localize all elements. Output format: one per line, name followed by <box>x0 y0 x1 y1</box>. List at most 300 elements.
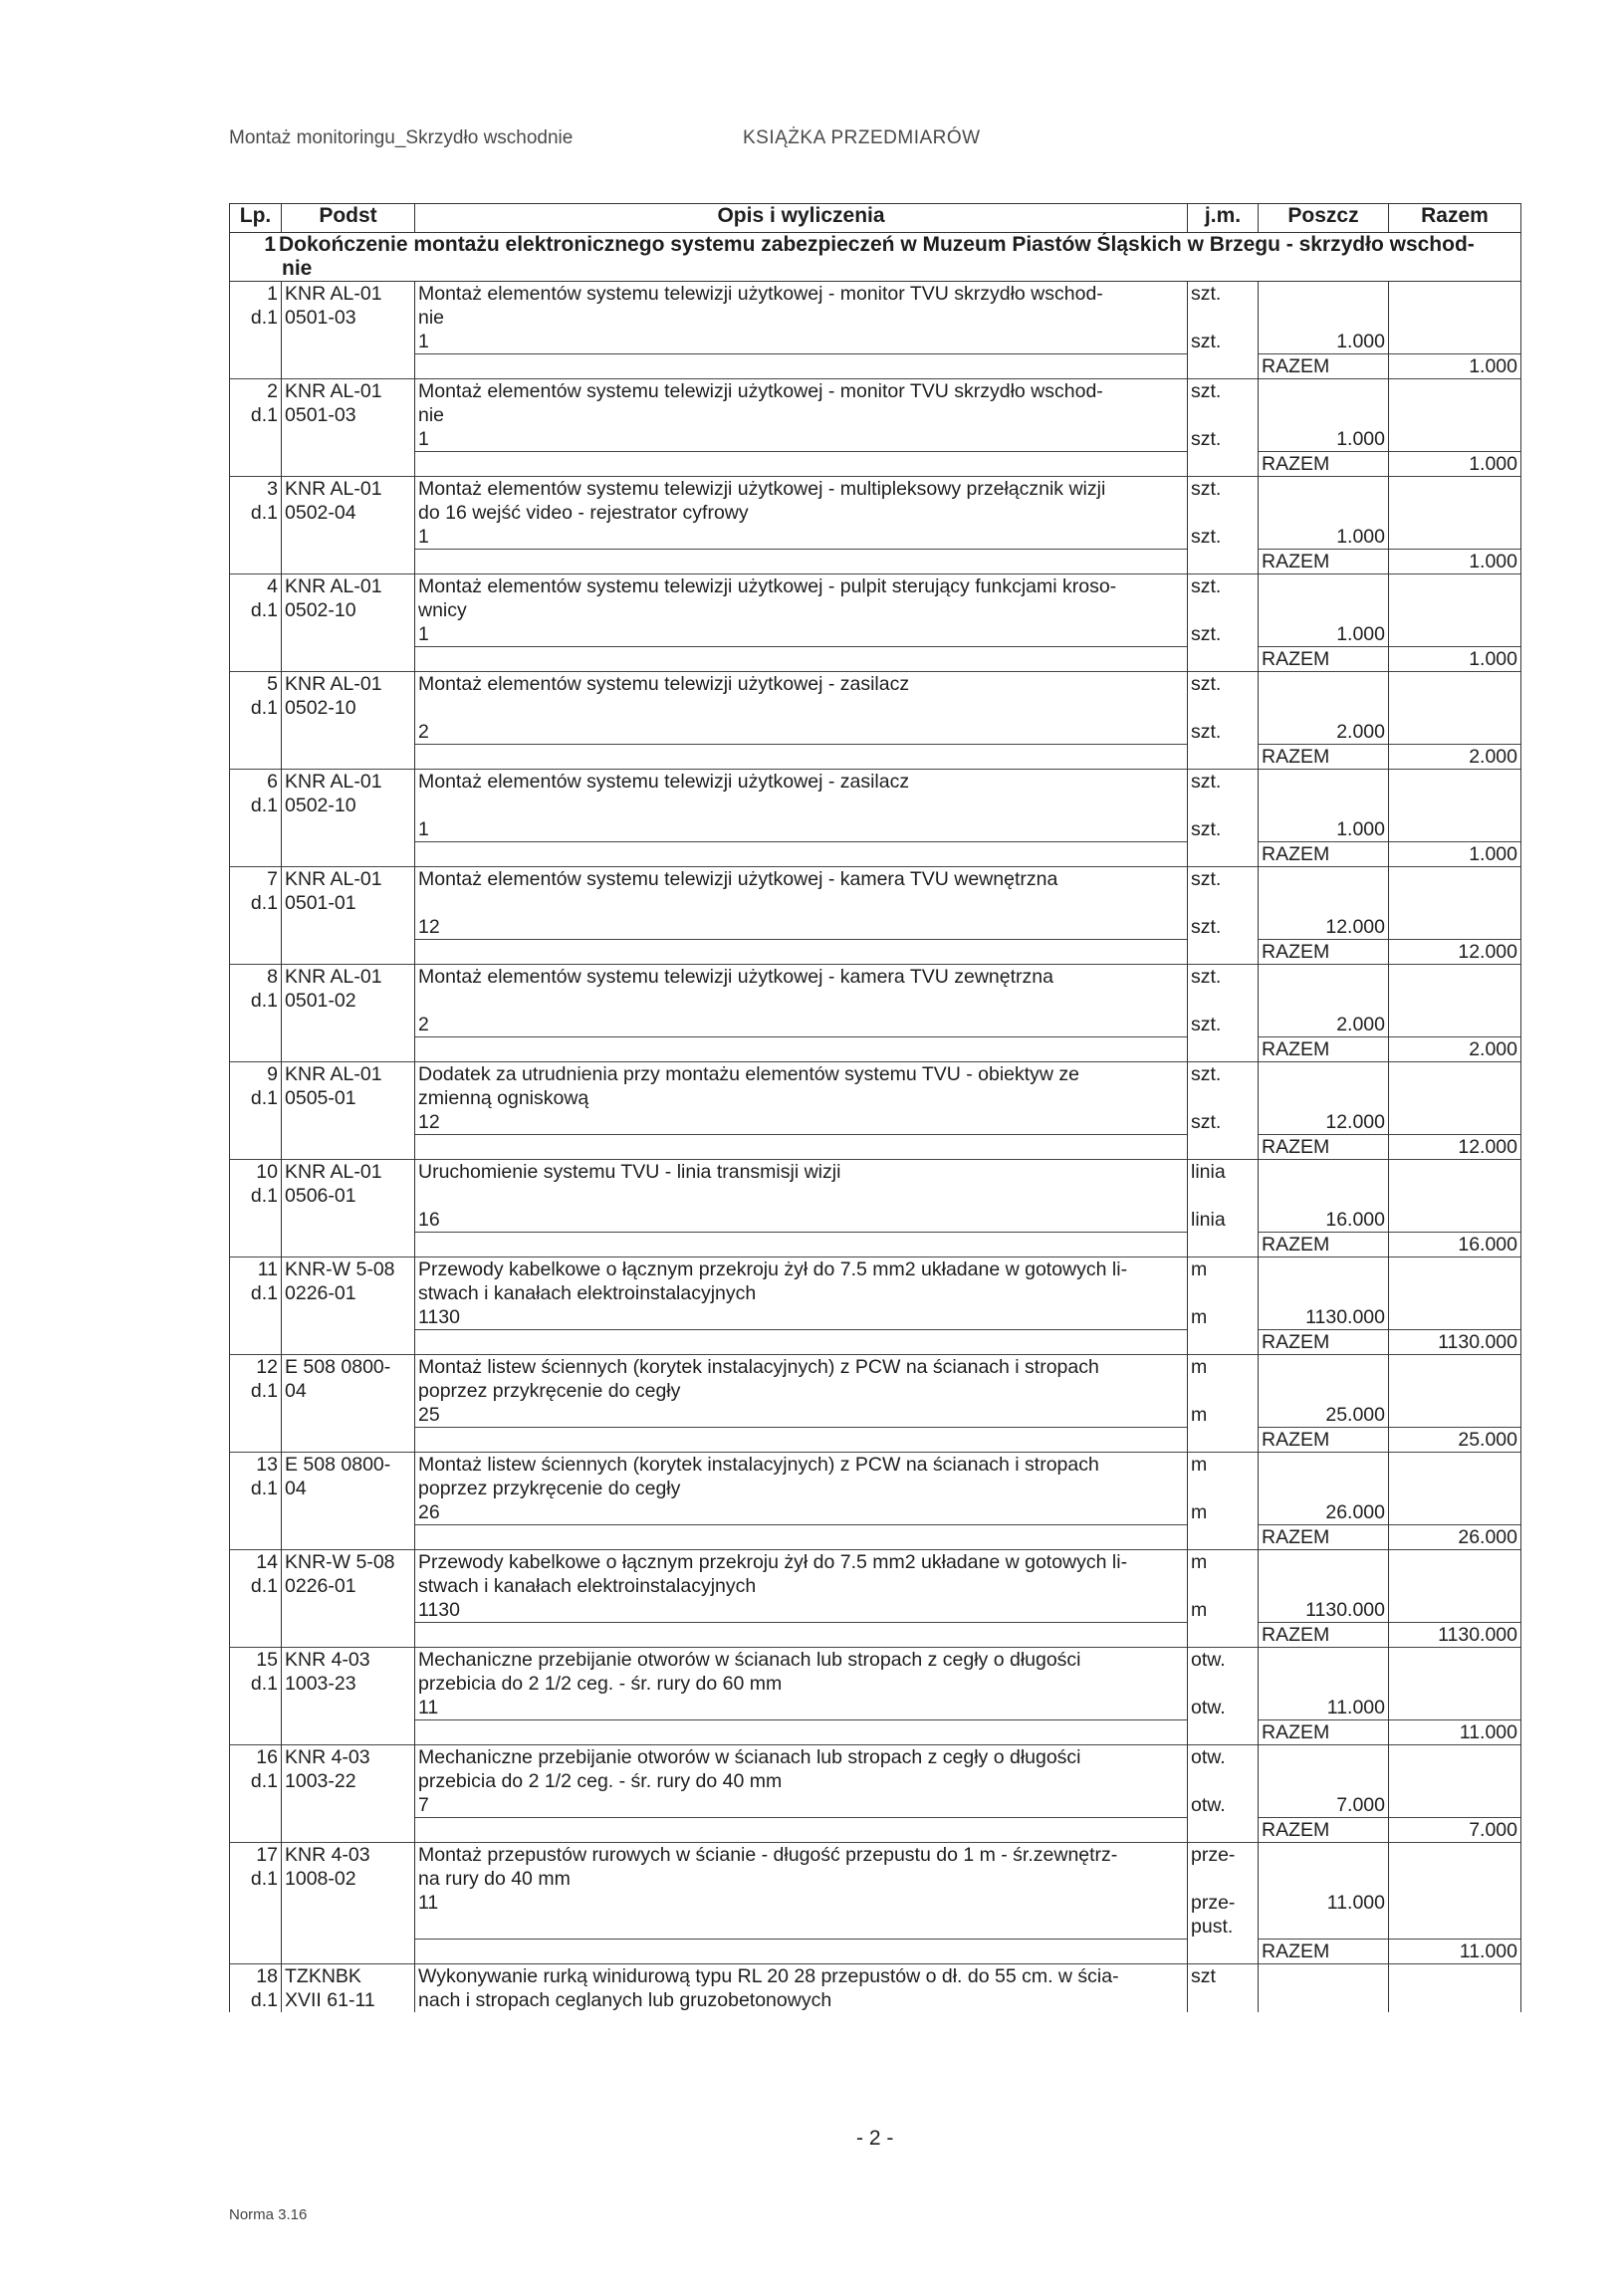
item-empty <box>415 1720 1188 1745</box>
item-empty <box>415 745 1188 770</box>
item-razem-value: 2.000 <box>1389 1037 1521 1062</box>
item-row-17-calc <box>230 1891 1521 1915</box>
item-unit-empty <box>1188 306 1259 330</box>
item-description-cont: stwach i kanałach elektroinstalacyjnych <box>415 1281 1188 1305</box>
item-row-3-cont <box>230 501 1521 525</box>
razem-label: RAZEM <box>1259 354 1389 379</box>
razem-label: RAZEM <box>1259 1818 1389 1843</box>
item-sub: d.1 <box>230 598 282 622</box>
item-poszcz-empty <box>1259 282 1389 307</box>
razem-label: RAZEM <box>1259 1037 1389 1062</box>
item-row-17-cont <box>230 1867 1521 1891</box>
item-empty <box>1188 1330 1259 1355</box>
item-row-5-calc <box>230 720 1521 745</box>
razem-label: RAZEM <box>1259 1428 1389 1453</box>
item-razem-value: 1130.000 <box>1389 1330 1521 1355</box>
item-row-1-cont <box>230 306 1521 330</box>
item-empty <box>282 1891 415 1915</box>
item-row-15-cont <box>230 1672 1521 1696</box>
item-row-16-sum <box>230 1818 1521 1843</box>
item-empty <box>282 1793 415 1818</box>
item-empty <box>230 915 282 940</box>
item-razem-empty <box>1389 574 1521 599</box>
item-row-17 <box>230 1843 1521 1868</box>
item-row-16-cont <box>230 1769 1521 1793</box>
item-empty <box>230 1305 282 1330</box>
item-empty <box>415 1818 1188 1843</box>
item-podst-code: KNR AL-01 <box>282 867 415 892</box>
item-podst-number: 0226-01 <box>282 1574 415 1598</box>
item-row-7-sum <box>230 940 1521 965</box>
item-podst-number: XVII 61-11 <box>282 1988 415 2012</box>
item-calc-unit: prze- <box>1188 1891 1259 1915</box>
item-description: Montaż elementów systemu telewizji użytkowej - zasilacz <box>415 672 1188 697</box>
item-description-cont <box>415 891 1188 915</box>
item-razem-empty <box>1389 1257 1521 1282</box>
item-empty <box>230 622 282 647</box>
footer-software-label: Norma 3.16 <box>229 2206 308 2223</box>
item-unit: szt <box>1188 1963 1259 1988</box>
table-header-row <box>230 204 1521 233</box>
item-empty <box>415 1233 1188 1257</box>
item-empty <box>230 354 282 379</box>
item-empty <box>1188 647 1259 672</box>
item-unit-empty <box>1188 1574 1259 1598</box>
item-calculation: 1 <box>415 427 1188 452</box>
item-row-14 <box>230 1550 1521 1575</box>
item-row-11 <box>230 1257 1521 1282</box>
item-empty <box>282 330 415 354</box>
item-row-4 <box>230 574 1521 599</box>
item-empty <box>1188 1037 1259 1062</box>
item-lp: 12 <box>230 1355 282 1380</box>
item-description-cont <box>415 794 1188 817</box>
item-unit-empty <box>1188 696 1259 720</box>
item-row-11-cont <box>230 1281 1521 1305</box>
item-poszcz-value: 1.000 <box>1259 817 1389 842</box>
item-description-cont: na rury do 40 mm <box>415 1867 1188 1891</box>
item-empty <box>282 720 415 745</box>
razem-label: RAZEM <box>1259 842 1389 867</box>
item-empty <box>282 1330 415 1355</box>
item-unit-empty <box>1188 794 1259 817</box>
section-title-line1: Dokończenie montażu elektronicznego systemu zabezpieczeń w Muzeum Piastów Śląskich w Brzegu - skrzydło wschod- <box>279 233 1475 256</box>
item-row-4-calc <box>230 622 1521 647</box>
item-lp: 7 <box>230 867 282 892</box>
item-row-12-calc <box>230 1403 1521 1428</box>
item-razem-empty <box>1389 770 1521 795</box>
item-razem-empty <box>1389 306 1521 330</box>
item-description: Montaż listew ściennych (korytek instalacyjnych) z PCW na ścianach i stropach <box>415 1355 1188 1380</box>
item-empty <box>282 525 415 550</box>
item-podst-code: KNR 4-03 <box>282 1745 415 1770</box>
bill-of-quantities-table <box>229 203 1521 2012</box>
item-empty <box>1188 1233 1259 1257</box>
item-lp: 5 <box>230 672 282 697</box>
item-row-10-cont <box>230 1184 1521 1208</box>
item-description: Mechaniczne przebijanie otworów w ścianach lub stropach z cegły o długości <box>415 1745 1188 1770</box>
item-empty <box>415 647 1188 672</box>
item-sub: d.1 <box>230 1379 282 1403</box>
header-project-title: Montaż monitoringu_Skrzydło wschodnie <box>229 127 574 148</box>
item-row-7 <box>230 867 1521 892</box>
item-description: Montaż elementów systemu telewizji użytkowej - monitor TVU skrzydło wschod- <box>415 379 1188 404</box>
item-empty <box>282 622 415 647</box>
item-empty <box>230 1525 282 1550</box>
item-podst-code: KNR AL-01 <box>282 282 415 307</box>
item-empty <box>282 1110 415 1135</box>
item-empty <box>415 1037 1188 1062</box>
item-poszcz-empty <box>1259 1843 1389 1868</box>
item-row-12 <box>230 1355 1521 1380</box>
item-lp: 18 <box>230 1963 282 1988</box>
item-unit: szt. <box>1188 574 1259 599</box>
item-lp: 11 <box>230 1257 282 1282</box>
item-description-cont: nie <box>415 306 1188 330</box>
item-row-1 <box>230 282 1521 307</box>
item-razem-empty <box>1389 1453 1521 1478</box>
item-razem-empty <box>1389 379 1521 404</box>
item-lp: 8 <box>230 965 282 990</box>
item-poszcz-empty <box>1259 1257 1389 1282</box>
item-empty <box>415 1623 1188 1648</box>
item-poszcz-empty <box>1259 1672 1389 1696</box>
item-poszcz-value: 11.000 <box>1259 1696 1389 1720</box>
item-poszcz-value: 26.000 <box>1259 1500 1389 1525</box>
item-razem-empty <box>1389 622 1521 647</box>
item-poszcz-empty <box>1259 1745 1389 1770</box>
header-document-title: KSIĄŻKA PRZEDMIARÓW <box>743 127 981 148</box>
item-unit: szt. <box>1188 379 1259 404</box>
item-empty <box>230 1598 282 1623</box>
item-poszcz-empty <box>1259 403 1389 427</box>
item-poszcz-empty <box>1259 1281 1389 1305</box>
item-podst-number: 0502-10 <box>282 794 415 817</box>
item-empty <box>230 427 282 452</box>
item-row-13-sum <box>230 1525 1521 1550</box>
item-empty <box>230 647 282 672</box>
item-empty <box>230 720 282 745</box>
item-poszcz-value: 12.000 <box>1259 915 1389 940</box>
item-razem-empty <box>1389 282 1521 307</box>
item-razem-value: 1.000 <box>1389 647 1521 672</box>
item-podst-code: KNR AL-01 <box>282 965 415 990</box>
item-podst-code: KNR AL-01 <box>282 477 415 502</box>
item-description-cont: stwach i kanałach elektroinstalacyjnych <box>415 1574 1188 1598</box>
item-razem-empty <box>1389 598 1521 622</box>
item-sub: d.1 <box>230 1477 282 1500</box>
item-empty <box>415 1939 1188 1963</box>
item-row-5-sum <box>230 745 1521 770</box>
item-description-cont: poprzez przykręcenie do cegły <box>415 1477 1188 1500</box>
item-poszcz-empty <box>1259 477 1389 502</box>
item-unit-empty <box>1188 1672 1259 1696</box>
item-row-10-calc <box>230 1208 1521 1233</box>
item-empty <box>230 1818 282 1843</box>
item-sub: d.1 <box>230 1769 282 1793</box>
item-razem-value: 1.000 <box>1389 550 1521 574</box>
item-calculation: 16 <box>415 1208 1188 1233</box>
item-razem-value: 12.000 <box>1389 1135 1521 1160</box>
item-razem-empty <box>1389 1843 1521 1868</box>
item-poszcz-value: 16.000 <box>1259 1208 1389 1233</box>
item-calc-unit: szt. <box>1188 427 1259 452</box>
item-unit-empty <box>1188 1086 1259 1110</box>
item-unit-empty <box>1188 1281 1259 1305</box>
item-empty <box>282 1525 415 1550</box>
item-poszcz-value: 25.000 <box>1259 1403 1389 1428</box>
item-poszcz-value: 7.000 <box>1259 1793 1389 1818</box>
item-row-5-cont <box>230 696 1521 720</box>
item-podst-code: KNR AL-01 <box>282 770 415 795</box>
item-description-cont: zmienną ogniskową <box>415 1086 1188 1110</box>
item-description: Montaż listew ściennych (korytek instalacyjnych) z PCW na ścianach i stropach <box>415 1453 1188 1478</box>
item-row-12-sum <box>230 1428 1521 1453</box>
item-razem-empty <box>1389 1305 1521 1330</box>
item-podst-code: KNR-W 5-08 <box>282 1257 415 1282</box>
item-description: Montaż elementów systemu telewizji użytkowej - multipleksowy przełącznik wizji <box>415 477 1188 502</box>
item-podst-code: KNR AL-01 <box>282 1062 415 1087</box>
item-poszcz-empty <box>1259 1867 1389 1891</box>
item-lp: 14 <box>230 1550 282 1575</box>
item-empty <box>415 1135 1188 1160</box>
item-empty <box>282 427 415 452</box>
item-empty <box>230 1696 282 1720</box>
item-sub: d.1 <box>230 1988 282 2012</box>
item-empty <box>230 1110 282 1135</box>
item-description-cont <box>415 989 1188 1013</box>
item-sub: d.1 <box>230 696 282 720</box>
item-empty <box>230 1623 282 1648</box>
item-poszcz-empty <box>1259 867 1389 892</box>
item-poszcz-empty <box>1259 501 1389 525</box>
item-razem-empty <box>1389 1648 1521 1673</box>
item-empty <box>1188 842 1259 867</box>
razem-label: RAZEM <box>1259 647 1389 672</box>
item-empty <box>1188 550 1259 574</box>
item-calculation: 11 <box>415 1696 1188 1720</box>
item-row-6-sum <box>230 842 1521 867</box>
item-description: Mechaniczne przebijanie otworów w ścianach lub stropach z cegły o długości <box>415 1648 1188 1673</box>
item-razem-empty <box>1389 965 1521 990</box>
item-empty <box>230 1403 282 1428</box>
item-description: Montaż elementów systemu telewizji użytkowej - kamera TVU wewnętrzna <box>415 867 1188 892</box>
item-unit: szt. <box>1188 867 1259 892</box>
item-empty <box>282 1403 415 1428</box>
item-row-8-calc <box>230 1013 1521 1037</box>
item-row-3-sum <box>230 550 1521 574</box>
item-podst-code: KNR AL-01 <box>282 1160 415 1185</box>
item-calc-unit: szt. <box>1188 1013 1259 1037</box>
item-sub: d.1 <box>230 989 282 1013</box>
item-row-12-cont <box>230 1379 1521 1403</box>
item-empty <box>230 940 282 965</box>
item-empty <box>282 1915 415 1939</box>
item-calculation: 2 <box>415 720 1188 745</box>
item-razem-empty <box>1389 867 1521 892</box>
page-number: - 2 - <box>856 2127 894 2150</box>
item-razem-value: 2.000 <box>1389 745 1521 770</box>
item-row-13-calc <box>230 1500 1521 1525</box>
item-description-cont: poprzez przykręcenie do cegły <box>415 1379 1188 1403</box>
item-lp: 3 <box>230 477 282 502</box>
razem-label: RAZEM <box>1259 1135 1389 1160</box>
item-razem-empty <box>1389 1500 1521 1525</box>
item-poszcz-empty <box>1259 1160 1389 1185</box>
item-calculation: 25 <box>415 1403 1188 1428</box>
item-unit-empty <box>1188 1477 1259 1500</box>
item-empty <box>1389 1963 1521 1988</box>
item-poszcz-empty <box>1259 379 1389 404</box>
item-row-11-sum <box>230 1330 1521 1355</box>
item-calc-unit-cont: pust. <box>1188 1915 1259 1939</box>
item-row-4-cont <box>230 598 1521 622</box>
item-calculation: 1130 <box>415 1305 1188 1330</box>
item-row-3 <box>230 477 1521 502</box>
item-empty <box>1389 1988 1521 2012</box>
item-poszcz-empty <box>1259 1355 1389 1380</box>
item-razem-empty <box>1389 1355 1521 1380</box>
item-calc-unit: m <box>1188 1500 1259 1525</box>
item-description: Montaż elementów systemu telewizji użytkowej - zasilacz <box>415 770 1188 795</box>
item-unit: m <box>1188 1453 1259 1478</box>
item-calc-unit: szt. <box>1188 817 1259 842</box>
item-empty <box>230 1891 282 1915</box>
item-empty <box>282 1037 415 1062</box>
item-unit: prze- <box>1188 1843 1259 1868</box>
item-poszcz-empty <box>1259 1086 1389 1110</box>
item-empty <box>282 1818 415 1843</box>
item-description: Dodatek za utrudnienia przy montażu elementów systemu TVU - obiektyw ze <box>415 1062 1188 1087</box>
razem-label: RAZEM <box>1259 1233 1389 1257</box>
item-row-13-cont <box>230 1477 1521 1500</box>
item-podst-number: 0501-03 <box>282 306 415 330</box>
item-empty <box>282 842 415 867</box>
item-unit-empty <box>1188 989 1259 1013</box>
item-empty <box>282 1135 415 1160</box>
item-poszcz-value: 1.000 <box>1259 622 1389 647</box>
razem-label: RAZEM <box>1259 1525 1389 1550</box>
item-empty <box>230 1500 282 1525</box>
col-header-jm: j.m. <box>1188 204 1259 233</box>
item-description-cont: do 16 wejść video - rejestrator cyfrowy <box>415 501 1188 525</box>
item-sub: d.1 <box>230 1867 282 1891</box>
col-header-poszcz: Poszcz <box>1259 204 1389 233</box>
item-empty <box>282 1939 415 1963</box>
item-empty <box>1188 1988 1259 2012</box>
item-empty <box>415 354 1188 379</box>
item-calc-unit: szt. <box>1188 720 1259 745</box>
item-empty <box>415 1330 1188 1355</box>
item-sub: d.1 <box>230 1086 282 1110</box>
item-empty <box>282 550 415 574</box>
item-lp: 1 <box>230 282 282 307</box>
item-row-6-calc <box>230 817 1521 842</box>
item-calc-unit: m <box>1188 1403 1259 1428</box>
item-empty <box>1259 1915 1389 1939</box>
item-sub: d.1 <box>230 501 282 525</box>
item-empty <box>282 817 415 842</box>
item-podst-code: KNR-W 5-08 <box>282 1550 415 1575</box>
item-empty <box>282 1598 415 1623</box>
item-podst-number: 1003-22 <box>282 1769 415 1793</box>
item-razem-empty <box>1389 477 1521 502</box>
item-row-17-sum <box>230 1939 1521 1963</box>
item-podst-number: 0501-02 <box>282 989 415 1013</box>
item-sub: d.1 <box>230 306 282 330</box>
item-empty <box>282 745 415 770</box>
item-calc-unit: szt. <box>1188 1110 1259 1135</box>
item-empty <box>1188 1135 1259 1160</box>
item-empty <box>230 817 282 842</box>
item-row-15-calc <box>230 1696 1521 1720</box>
item-row-9-sum <box>230 1135 1521 1160</box>
item-calc-unit: szt. <box>1188 525 1259 550</box>
item-poszcz-empty <box>1259 1379 1389 1403</box>
item-empty <box>230 1135 282 1160</box>
item-razem-empty <box>1389 1745 1521 1770</box>
section-title-line2: nie <box>282 257 313 280</box>
item-sub: d.1 <box>230 1672 282 1696</box>
item-unit: szt. <box>1188 965 1259 990</box>
item-description-cont <box>415 696 1188 720</box>
item-poszcz-value: 1.000 <box>1259 427 1389 452</box>
item-razem-empty <box>1389 1379 1521 1403</box>
item-row-2-cont <box>230 403 1521 427</box>
item-lp: 16 <box>230 1745 282 1770</box>
item-empty <box>415 550 1188 574</box>
item-empty <box>1188 1428 1259 1453</box>
item-lp: 10 <box>230 1160 282 1185</box>
item-row-17-unit-cont <box>230 1915 1521 1939</box>
item-razem-empty <box>1389 1062 1521 1087</box>
item-poszcz-empty <box>1259 1648 1389 1673</box>
item-poszcz-value: 11.000 <box>1259 1891 1389 1915</box>
item-podst-number: 0502-04 <box>282 501 415 525</box>
item-poszcz-empty <box>1259 598 1389 622</box>
item-podst-number: 0502-10 <box>282 598 415 622</box>
col-header-opis: Opis i wyliczenia <box>415 204 1188 233</box>
item-empty <box>282 452 415 477</box>
item-podst-code: KNR AL-01 <box>282 672 415 697</box>
razem-label: RAZEM <box>1259 940 1389 965</box>
item-description: Montaż elementów systemu telewizji użytkowej - monitor TVU skrzydło wschod- <box>415 282 1188 307</box>
item-row-16 <box>230 1745 1521 1770</box>
item-poszcz-empty <box>1259 1477 1389 1500</box>
item-calculation: 12 <box>415 915 1188 940</box>
item-description: Uruchomienie systemu TVU - linia transmisji wizji <box>415 1160 1188 1185</box>
item-podst-number: 0226-01 <box>282 1281 415 1305</box>
item-row-14-cont <box>230 1574 1521 1598</box>
item-row-8-sum <box>230 1037 1521 1062</box>
item-description: Wykonywanie rurką winidurową typu RL 20 28 przepustów o dł. do 55 cm. w ścia- <box>415 1963 1188 1988</box>
item-calculation: 2 <box>415 1013 1188 1037</box>
item-row-13 <box>230 1453 1521 1478</box>
item-poszcz-empty <box>1259 1550 1389 1575</box>
item-podst-code: KNR 4-03 <box>282 1843 415 1868</box>
item-razem-empty <box>1389 427 1521 452</box>
item-lp: 4 <box>230 574 282 599</box>
item-empty <box>1188 1720 1259 1745</box>
item-razem-empty <box>1389 1793 1521 1818</box>
item-razem-value: 16.000 <box>1389 1233 1521 1257</box>
item-razem-empty <box>1389 501 1521 525</box>
item-description: Montaż elementów systemu telewizji użytkowej - kamera TVU zewnętrzna <box>415 965 1188 990</box>
item-poszcz-value: 1.000 <box>1259 525 1389 550</box>
item-empty <box>230 1037 282 1062</box>
col-header-podst: Podst <box>282 204 415 233</box>
item-empty <box>230 1793 282 1818</box>
